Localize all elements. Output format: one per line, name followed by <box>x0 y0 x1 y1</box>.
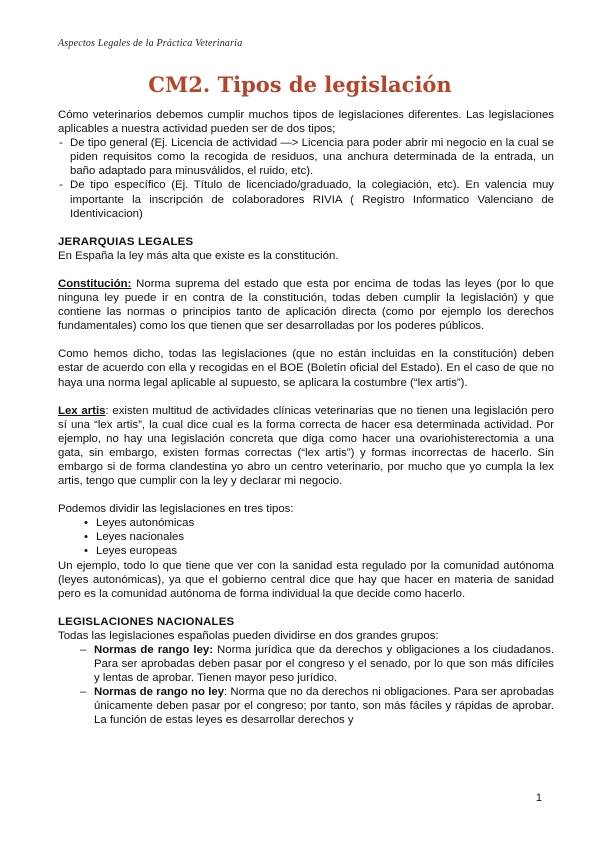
lex-artis-term: Lex artis <box>58 404 106 417</box>
type-general-item: - De tipo general (Ej. Licencia de actividad —> Licencia para poder abrir mi negocio en la cual se piden requisitos como la recogida de residuos, una anchura determinada de la entrada, un baño adaptado para minusválidos, el ruido, etc). <box>58 136 554 178</box>
list-item <box>80 643 554 685</box>
list-item <box>80 685 554 727</box>
rango-no-ley-text: : Norma que no da derechos ni obligaciones. Para ser aprobadas únicamente deben pasar por el congreso; por tanto, son más fáciles y rápidas de aprobar. La función de estas leyes es desarrollar derechos y <box>94 686 554 727</box>
leyes-list <box>58 516 554 558</box>
page-number: 1 <box>535 792 542 804</box>
constitucion-paragraph <box>58 277 554 333</box>
lex-artis-text: : existen multitud de actividades clínicas veterinarias que no tienen una legislación pero sí una “lex artis”, la cual dice cual es la forma correcta de hacer esa determinada actividad. Por ejemplo, no hay una legislación concreta que diga como hacer una ovariohisterectomia a una gata, sin embargo, existen formas correctas (“lex artis”) y formas incorrectas de hacerlo. Sin embargo si de forma clandestina yo abro un centro veterinario, por mucho que yo cumpla la lex artis, tengo que cumplir con la ley y declarar mi negocio. <box>58 404 554 488</box>
como-hemos-dicho-paragraph: Como hemos dicho, todas las legislaciones (que no están incluidas en la constitución) deben estar de acuerdo con ella y recogidas en el BOE (Boletín oficial del Estado). En el caso de que no haya una norma legal aplicable al supuesto, se aplicara la costumbre (“lex artis”). <box>58 348 554 389</box>
rango-ley-text: Norma jurídica que da derechos y obligaciones a los ciudadanos. Para ser aprobadas deben pasar por el congreso y el senado, por lo que son más difíciles y lentas de aprobar. Tienen mayor peso jurídico. <box>94 644 554 685</box>
constitucion-term: Constitución: <box>58 277 132 290</box>
list-item: • Leyes autonómicas <box>84 516 554 530</box>
lex-artis-paragraph <box>58 404 554 489</box>
running-header: Aspectos Legales de la Práctica Veterinaria <box>58 38 243 49</box>
list-item: • Leyes europeas <box>84 544 554 558</box>
nacionales-heading: LEGISLACIONES NACIONALES <box>58 615 235 628</box>
type-specific-item: - De tipo específico (Ej. Título de licenciado/graduado, la colegiación, etc). En valencia muy importante la inscripción de colaboradores RIVIA ( Registro Informatico Valenciano de Identivicacion) <box>58 178 554 220</box>
dividir-example: Un ejemplo, todo lo que tiene que ver con la sanidad esta regulado por la comunidad autónoma (leyes autonómicas), ya que el gobierno central dice que hay que hacer en materia de sanidad pero es la comunidad autónoma de forma individual la que decide como hacerlo. <box>58 559 554 600</box>
document-body <box>58 108 554 728</box>
constitucion-text: Norma suprema del estado que esta por encima de todas las leyes (por lo que ninguna ley puede ir en contra de la constitución, todas deben cumplir la legislación) y que contiene las normas o principios tanto de aplicación directa (como por ejemplo los derechos fundamentales) como los que tienen que ser desarrolladas por los poderes públicos. <box>58 277 554 333</box>
nacionales-intro: Todas las legislaciones españolas pueden dividirse en dos grandes grupos: <box>58 629 439 642</box>
list-item: • Leyes nacionales <box>84 530 554 544</box>
dividir-intro: Podemos dividir las legislaciones en tres tipos: <box>58 503 294 516</box>
intro-paragraph: Cómo veterinarios debemos cumplir muchos tipos de legislaciones diferentes. Las legislaciones aplicables a nuestra actividad pueden ser de dos tipos; <box>58 109 554 136</box>
nacionales-list <box>80 643 554 728</box>
jerarquias-line: En España la ley más alta que existe es la constitución. <box>58 249 339 262</box>
rango-ley-term: Normas de rango ley: <box>94 644 214 656</box>
page-title: CM2. Tipos de legislación <box>148 72 452 97</box>
jerarquias-heading: JERARQUIAS LEGALES <box>58 235 194 248</box>
rango-no-ley-term: Normas de rango no ley <box>94 686 225 699</box>
